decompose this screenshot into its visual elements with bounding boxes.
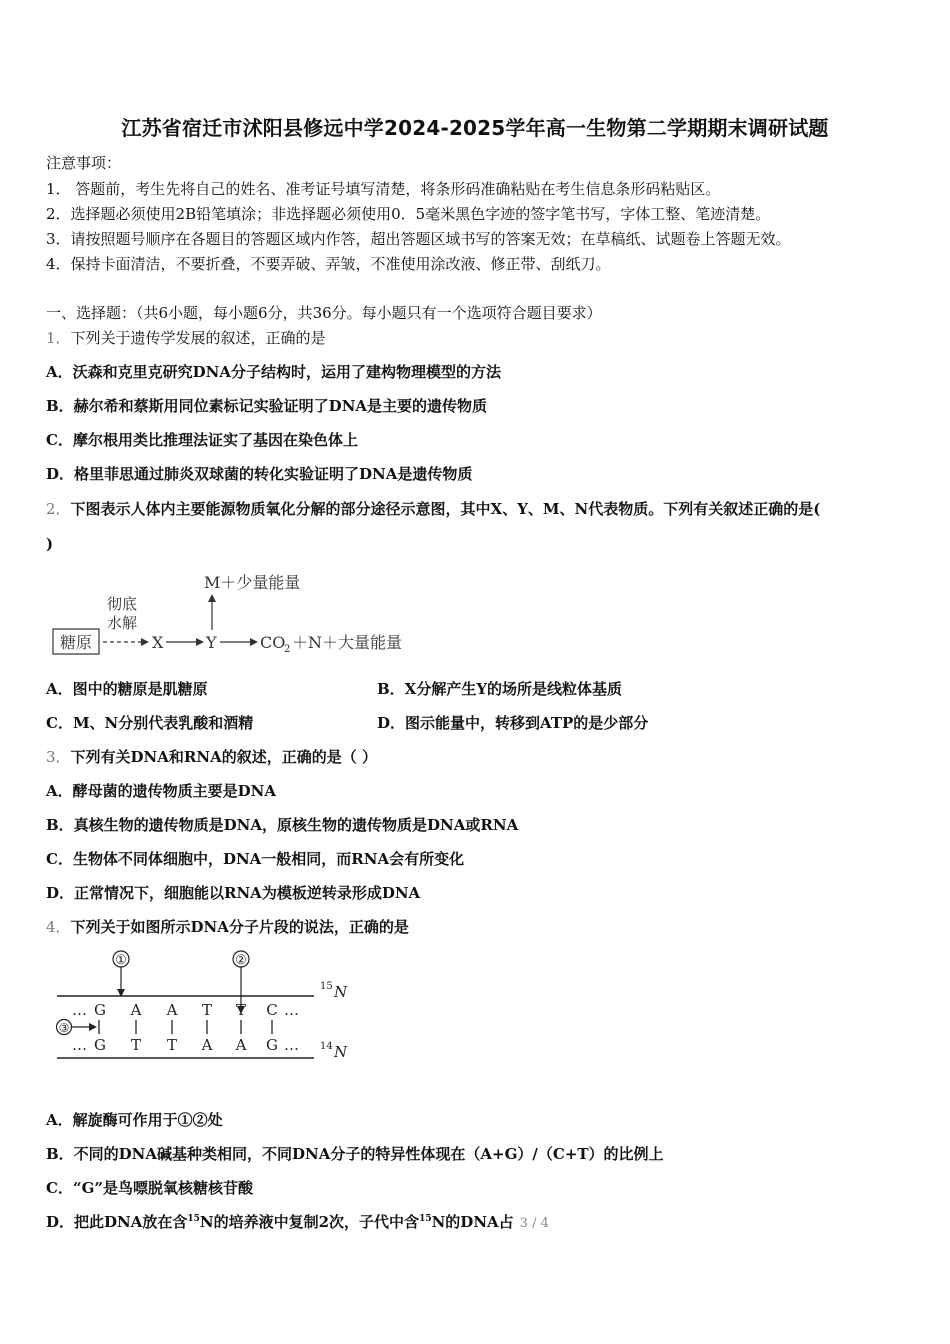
bottom-base: A: [201, 1036, 213, 1054]
question-number: 1．: [46, 329, 71, 347]
question-4-option-b: B．不同的DNA碱基种类相同，不同DNA分子的特异性体现在（A+G）/（C+T）的比例上: [46, 1145, 664, 1163]
bottom-base: G: [266, 1036, 278, 1054]
y-to-m-arrow-head: [208, 594, 216, 602]
dna-segment-diagram: [52, 945, 362, 1070]
question-3-option-d: D．正常情况下，细胞能以RNA为模板逆转录形成DNA: [46, 884, 421, 902]
question-3-option-a: A．酵母菌的遗传物质主要是DNA: [46, 782, 276, 800]
question-stem-text: 下列有关DNA和RNA的叙述，正确的是（ ）: [70, 748, 377, 766]
option-d-sup-1: 15: [187, 1214, 200, 1224]
question-number: 4．: [46, 918, 71, 936]
question-2-option-b: B．X分解产生Y的场所是线粒体基质: [377, 680, 623, 698]
question-3-option-c: C．生物体不同体细胞中，DNA一般相同，而RNA会有所变化: [46, 850, 465, 868]
x-label: X: [152, 633, 164, 652]
top-base: C: [266, 1001, 278, 1019]
option-d-text-pre: D．把此DNA放在含: [46, 1213, 188, 1231]
page-title: 江苏省宿迁市沭阳县修远中学2024-2025学年高一生物第二学期期末调研试题: [121, 116, 829, 140]
m-output-label: M＋少量能量: [204, 573, 301, 592]
x-to-y-arrow-head: [196, 638, 204, 646]
notice-item-2: 2．选择题必须使用2B铅笔填涂；非选择题必须使用0．5毫米黑色字迹的签字笔书写，字体工整、笔迹清楚。: [46, 205, 771, 223]
notice-item-1: 1． 答题前，考生先将自己的姓名、准考证号填写清楚，将条形码准确粘贴在考生信息条形码粘贴区。: [46, 180, 721, 198]
co2-subscript: 2: [284, 644, 291, 655]
glycogen-label: 糖原: [59, 633, 93, 652]
question-2-stem: [46, 498, 820, 519]
question-1-option-d: D．格里菲思通过肺炎双球菌的转化实验证明了DNA是遗传物质: [46, 465, 473, 483]
y-label: Y: [206, 633, 217, 652]
question-4-option-c: C．“G”是鸟嘌脱氧核糖核苷酸: [46, 1179, 254, 1197]
question-4-option-d: [46, 1211, 549, 1232]
question-1-option-a: A．沃森和克里克研究DNA分子结构时，运用了建构物理模型的方法: [46, 363, 501, 381]
page-number: 3 / 4: [519, 1216, 549, 1231]
y-to-co2-arrow-head: [250, 638, 258, 646]
top-base: A: [166, 1001, 178, 1019]
notice-item-3: 3．请按照题号顺序在各题目的答题区域内作答，超出答题区域书写的答案无效；在草稿纸、试题卷上答题无效。: [46, 230, 791, 248]
marker-3-arrow-head: [89, 1023, 97, 1031]
top-end-dots: …: [284, 1001, 299, 1019]
bottom-strand-isotope: N: [334, 1043, 348, 1061]
bottom-base: T: [166, 1036, 178, 1054]
question-stem-text: 下列关于遗传学发展的叙述，正确的是: [70, 329, 326, 347]
complete-hydrolysis-label-line1: 彻底: [106, 595, 138, 613]
notice-item-4: 4．保持卡面清洁，不要折叠，不要弄破、弄皱，不准使用涂改液、修正带、刮纸刀。: [46, 255, 611, 273]
marker-3-label: ③: [58, 1021, 70, 1035]
question-stem-text: 下列关于如图所示DNA分子片段的说法，正确的是: [70, 918, 409, 936]
complete-hydrolysis-label-line2: 水解: [106, 614, 138, 632]
question-1-option-b: B．赫尔希和蔡斯用同位素标记实验证明了DNA是主要的遗传物质: [46, 397, 488, 415]
bottom-base: G: [94, 1036, 106, 1054]
bottom-dots: …: [72, 1036, 87, 1054]
notice-heading: 注意事项：: [46, 154, 122, 172]
top-base: T: [201, 1001, 213, 1019]
marker-1-label: ①: [115, 953, 127, 968]
bottom-base: T: [130, 1036, 142, 1054]
question-2-option-a: A．图中的糖原是肌糖原: [46, 680, 208, 698]
bottom-end-dots: …: [284, 1036, 299, 1054]
option-d-text-post: N的DNA占: [431, 1213, 514, 1231]
n-output-label: ＋N＋大量能量: [292, 633, 403, 652]
top-base: A: [130, 1001, 142, 1019]
bottom-strand-isotope-sup: 14: [320, 1041, 333, 1052]
dashed-arrow-head: [141, 638, 149, 646]
top-base: T: [235, 1001, 247, 1019]
top-strand-isotope-sup: 15: [320, 981, 333, 992]
question-1-option-c: C．摩尔根用类比推理法证实了基因在染色体上: [46, 431, 358, 449]
bottom-base: A: [235, 1036, 247, 1054]
question-1-stem: [46, 327, 326, 348]
question-number: 3．: [46, 748, 71, 766]
respiration-pathway-diagram: [48, 566, 448, 666]
question-3-stem: [46, 746, 377, 767]
option-d-sup-2: 15: [419, 1214, 432, 1224]
question-number: 2．: [46, 500, 71, 518]
top-dots: …: [72, 1001, 87, 1019]
top-strand-isotope: N: [334, 983, 348, 1001]
question-4-option-a: A．解旋酶可作用于①②处: [46, 1111, 223, 1129]
option-d-text-mid: N的培养液中复制2次，子代中含: [199, 1213, 420, 1231]
question-stem-text: 下图表示人体内主要能源物质氧化分解的部分途径示意图，其中X、Y、M、N代表物质。下列有关叙述正确的是(: [70, 500, 821, 518]
marker-2-label: ②: [235, 953, 247, 968]
co2-label: CO: [260, 633, 286, 652]
question-2-option-c: C．M、N分别代表乳酸和酒精: [46, 714, 254, 732]
question-2-option-d: D．图示能量中，转移到ATP的是少部分: [377, 714, 649, 732]
question-4-stem: [46, 916, 409, 937]
section-heading: 一、选择题：（共6小题，每小题6分，共36分。每小题只有一个选项符合题目要求）: [46, 304, 602, 322]
question-3-option-b: B．真核生物的遗传物质是DNA，原核生物的遗传物质是DNA或RNA: [46, 816, 519, 834]
top-base: G: [94, 1001, 106, 1019]
question-2-stem-continued: ): [46, 535, 54, 553]
